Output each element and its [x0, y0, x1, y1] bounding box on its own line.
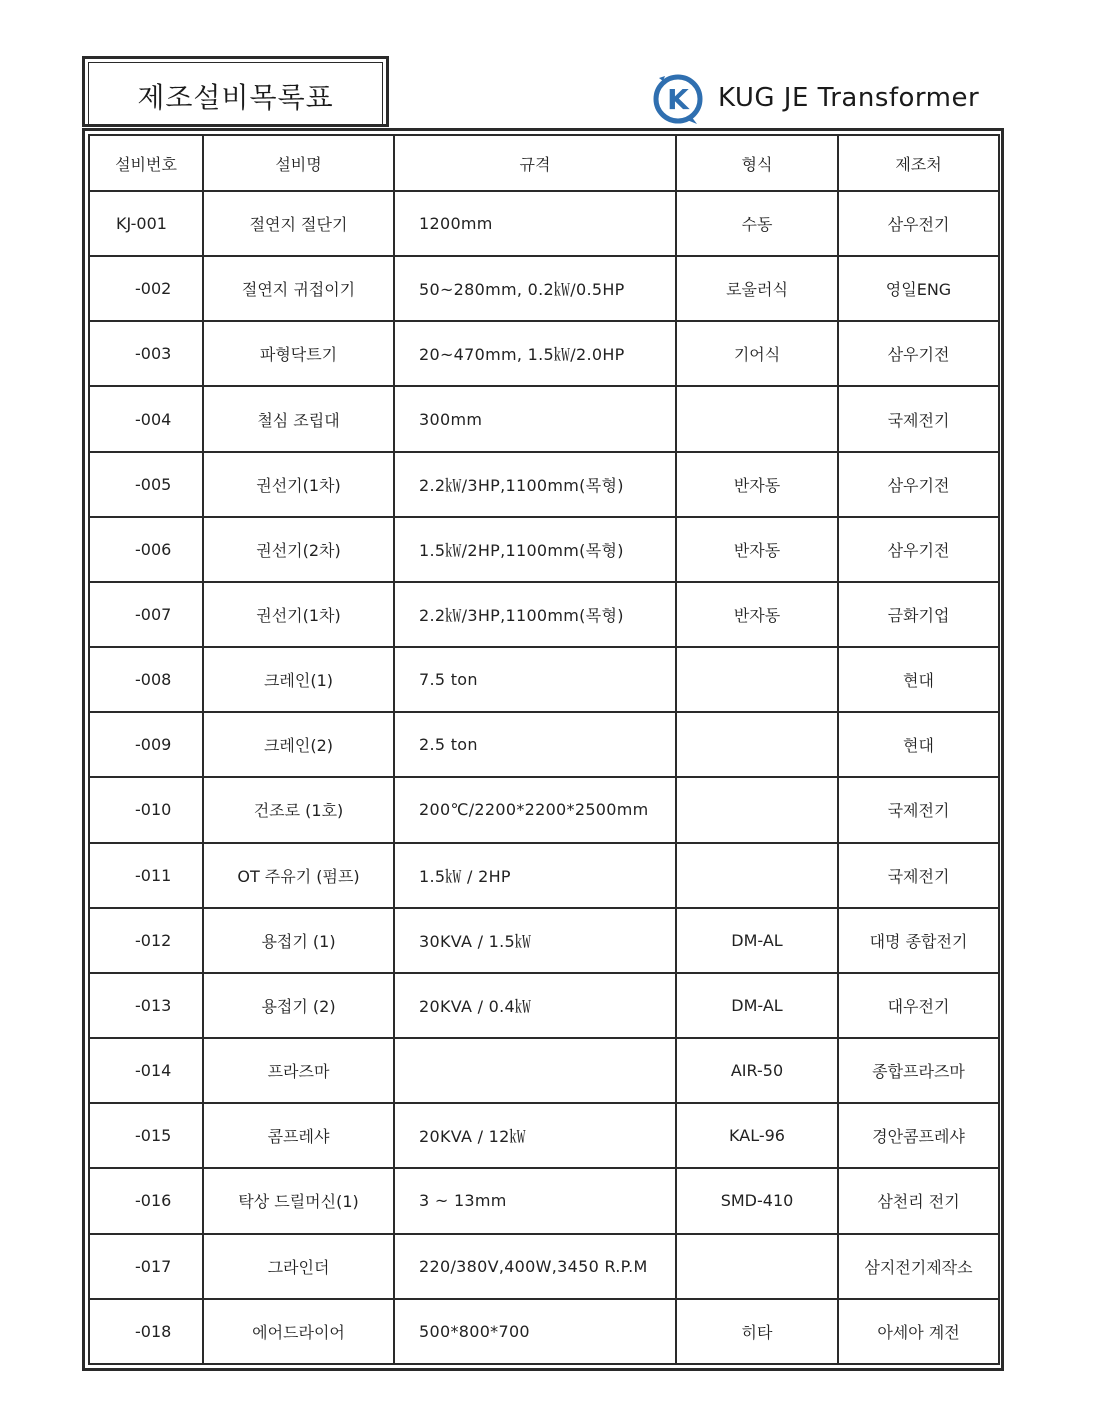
table-row	[89, 712, 999, 777]
table-row	[89, 452, 999, 517]
cell-specification: 50~280mm, 0.2㎾/0.5HP	[394, 256, 676, 321]
cell-type: KAL-96	[676, 1103, 838, 1168]
document-title: 제조설비목록표	[137, 81, 334, 114]
table-row	[89, 1038, 999, 1103]
cell-specification: 1.5㎾ / 2HP	[394, 843, 676, 908]
cell-manufacturer: 국제전기	[838, 777, 999, 842]
cell-equipment-name: 프라즈마	[203, 1038, 394, 1103]
cell-type: 반자동	[676, 517, 838, 582]
cell-specification: 1200mm	[394, 191, 676, 256]
cell-specification: 3 ~ 13mm	[394, 1168, 676, 1233]
cell-manufacturer: 영일ENG	[838, 256, 999, 321]
cell-equipment-name: 권선기(1차)	[203, 452, 394, 517]
cell-manufacturer: 대명 종합전기	[838, 908, 999, 973]
cell-equipment-no: -007	[89, 582, 203, 647]
cell-manufacturer: 현대	[838, 647, 999, 712]
cell-equipment-name: 크레인(2)	[203, 712, 394, 777]
cell-manufacturer: 아세아 계전	[838, 1299, 999, 1364]
cell-type: 반자동	[676, 452, 838, 517]
cell-manufacturer: 국제전기	[838, 386, 999, 451]
cell-equipment-name: 그라인더	[203, 1234, 394, 1299]
table-row	[89, 777, 999, 842]
cell-manufacturer: 삼우기전	[838, 452, 999, 517]
table-row	[89, 582, 999, 647]
cell-equipment-name: 절연지 귀접이기	[203, 256, 394, 321]
header-equipment-no: 설비번호	[89, 135, 203, 191]
cell-type: AIR-50	[676, 1038, 838, 1103]
cell-manufacturer: 삼우기전	[838, 517, 999, 582]
cell-equipment-no: -006	[89, 517, 203, 582]
equipment-table	[88, 134, 1000, 1365]
cell-equipment-no: KJ-001	[89, 191, 203, 256]
cell-equipment-no: -010	[89, 777, 203, 842]
cell-equipment-no: -014	[89, 1038, 203, 1103]
cell-manufacturer: 삼천리 전기	[838, 1168, 999, 1233]
cell-equipment-name: 용접기 (1)	[203, 908, 394, 973]
table-header-row	[89, 135, 999, 191]
cell-specification: 2.2㎾/3HP,1100mm(목형)	[394, 452, 676, 517]
cell-type	[676, 1234, 838, 1299]
cell-equipment-name: 권선기(2차)	[203, 517, 394, 582]
cell-manufacturer: 경안콤프레샤	[838, 1103, 999, 1168]
cell-equipment-name: 절연지 절단기	[203, 191, 394, 256]
company-name: KUG JE Transformer	[718, 83, 980, 113]
cell-manufacturer: 대우전기	[838, 973, 999, 1038]
cell-type: DM-AL	[676, 973, 838, 1038]
cell-manufacturer: 삼우전기	[838, 191, 999, 256]
cell-manufacturer: 삼지전기제작소	[838, 1234, 999, 1299]
table-row	[89, 843, 999, 908]
cell-equipment-no: -004	[89, 386, 203, 451]
cell-manufacturer: 삼우기전	[838, 321, 999, 386]
cell-equipment-no: -003	[89, 321, 203, 386]
table-row	[89, 1234, 999, 1299]
logo-letter: K	[667, 83, 689, 116]
cell-specification: 7.5 ton	[394, 647, 676, 712]
cell-manufacturer: 금화기업	[838, 582, 999, 647]
cell-equipment-name: 탁상 드릴머신(1)	[203, 1168, 394, 1233]
table-row	[89, 1103, 999, 1168]
table-row	[89, 386, 999, 451]
table-row	[89, 517, 999, 582]
cell-type	[676, 843, 838, 908]
cell-specification	[394, 1038, 676, 1103]
cell-equipment-name: 용접기 (2)	[203, 973, 394, 1038]
header-specification: 규격	[394, 135, 676, 191]
cell-type: 수동	[676, 191, 838, 256]
table-row	[89, 973, 999, 1038]
table-row	[89, 191, 999, 256]
cell-type: 히타	[676, 1299, 838, 1364]
table-row	[89, 647, 999, 712]
cell-type: 로울러식	[676, 256, 838, 321]
cell-type	[676, 712, 838, 777]
cell-equipment-no: -005	[89, 452, 203, 517]
cell-equipment-no: -017	[89, 1234, 203, 1299]
cell-equipment-name: 철심 조립대	[203, 386, 394, 451]
cell-equipment-no: -018	[89, 1299, 203, 1364]
cell-specification: 500*800*700	[394, 1299, 676, 1364]
cell-type	[676, 386, 838, 451]
cell-equipment-no: -009	[89, 712, 203, 777]
cell-specification: 220/380V,400W,3450 R.P.M	[394, 1234, 676, 1299]
cell-equipment-no: -015	[89, 1103, 203, 1168]
header-manufacturer: 제조처	[838, 135, 999, 191]
cell-equipment-no: -012	[89, 908, 203, 973]
header-equipment-name: 설비명	[203, 135, 394, 191]
cell-type	[676, 647, 838, 712]
cell-equipment-name: 에어드라이어	[203, 1299, 394, 1364]
kugje-logo-icon	[651, 72, 703, 126]
cell-specification: 2.5 ton	[394, 712, 676, 777]
cell-equipment-name: 파형닥트기	[203, 321, 394, 386]
table-row	[89, 1299, 999, 1364]
cell-equipment-name: OT 주유기 (펌프)	[203, 843, 394, 908]
cell-type: SMD-410	[676, 1168, 838, 1233]
table-row	[89, 256, 999, 321]
cell-specification: 20KVA / 0.4㎾	[394, 973, 676, 1038]
cell-specification: 200℃/2200*2200*2500mm	[394, 777, 676, 842]
cell-specification: 20~470mm, 1.5㎾/2.0HP	[394, 321, 676, 386]
table-row	[89, 908, 999, 973]
equipment-table-frame	[82, 128, 1004, 1371]
cell-equipment-no: -011	[89, 843, 203, 908]
cell-equipment-no: -016	[89, 1168, 203, 1233]
header-type: 형식	[676, 135, 838, 191]
cell-manufacturer: 국제전기	[838, 843, 999, 908]
cell-equipment-name: 건조로 (1호)	[203, 777, 394, 842]
cell-manufacturer: 종합프라즈마	[838, 1038, 999, 1103]
cell-specification: 2.2㎾/3HP,1100mm(목형)	[394, 582, 676, 647]
cell-equipment-no: -013	[89, 973, 203, 1038]
cell-manufacturer: 현대	[838, 712, 999, 777]
cell-equipment-name: 콤프레샤	[203, 1103, 394, 1168]
cell-equipment-name: 크레인(1)	[203, 647, 394, 712]
cell-specification: 20KVA / 12㎾	[394, 1103, 676, 1168]
cell-type: DM-AL	[676, 908, 838, 973]
cell-equipment-name: 권선기(1차)	[203, 582, 394, 647]
cell-specification: 300mm	[394, 386, 676, 451]
cell-equipment-no: -008	[89, 647, 203, 712]
cell-type: 반자동	[676, 582, 838, 647]
table-row	[89, 321, 999, 386]
cell-equipment-no: -002	[89, 256, 203, 321]
cell-specification: 1.5㎾/2HP,1100mm(목형)	[394, 517, 676, 582]
cell-type: 기어식	[676, 321, 838, 386]
cell-specification: 30KVA / 1.5㎾	[394, 908, 676, 973]
table-row	[89, 1168, 999, 1233]
cell-type	[676, 777, 838, 842]
document-title-box	[82, 56, 389, 127]
